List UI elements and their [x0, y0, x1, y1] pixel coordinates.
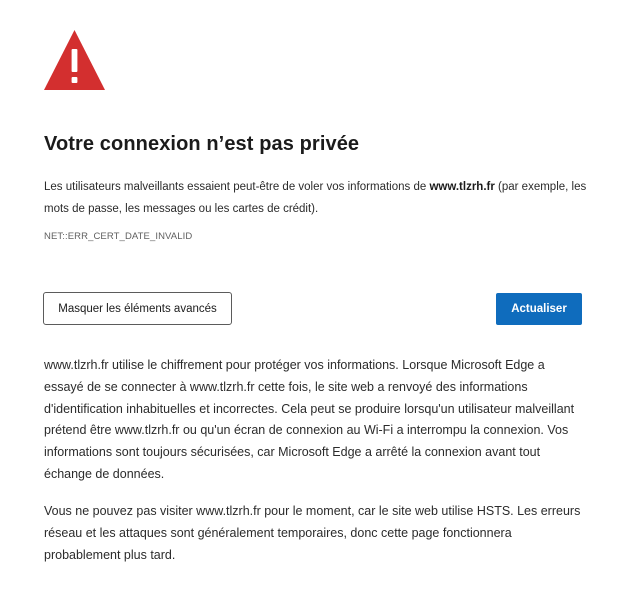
error-code: NET::ERR_CERT_DATE_INVALID: [44, 231, 193, 242]
summary-text-after: (par exemple, les mots de passe, les messages ou les cartes de crédit).: [44, 181, 587, 215]
hide-advanced-button[interactable]: Masquer les éléments avancés: [43, 292, 232, 325]
page-title: Votre connexion n’est pas privée: [44, 133, 360, 155]
details-paragraph-2: Vous ne pouvez pas visiter www.tlzrh.fr pour le moment, car le site web utilise HSTS. Les erreurs réseau et les attaques sont généralement temporaires, donc cette page fonctionnera probablement plus tard.: [44, 504, 581, 562]
refresh-button[interactable]: Actualiser: [496, 293, 582, 325]
details-paragraph-1: www.tlzrh.fr utilise le chiffrement pour protéger vos informations. Lorsque Microsoft Edge a essayé de se connecter à www.tlzrh.fr cette fois, le site web a renvoyé des informations d'identification inhabituelles et incorrectes. Cela peut se produire lorsqu'un utilisateur malveillant prétend être www.tlzrh.fr ou qu'un écran de connexion au Wi-Fi a interrompu la connexion. Vos informations sont toujours sécurisées, car Microsoft Edge a arrêté la connexion avant tout échange de données.: [44, 358, 575, 481]
warning-icon: [43, 29, 106, 91]
summary-text: [44, 176, 589, 220]
site-domain: www.tlzrh.fr: [429, 181, 495, 193]
summary-text-before: Les utilisateurs malveillants essaient peut-être de voler vos informations de: [44, 181, 430, 193]
